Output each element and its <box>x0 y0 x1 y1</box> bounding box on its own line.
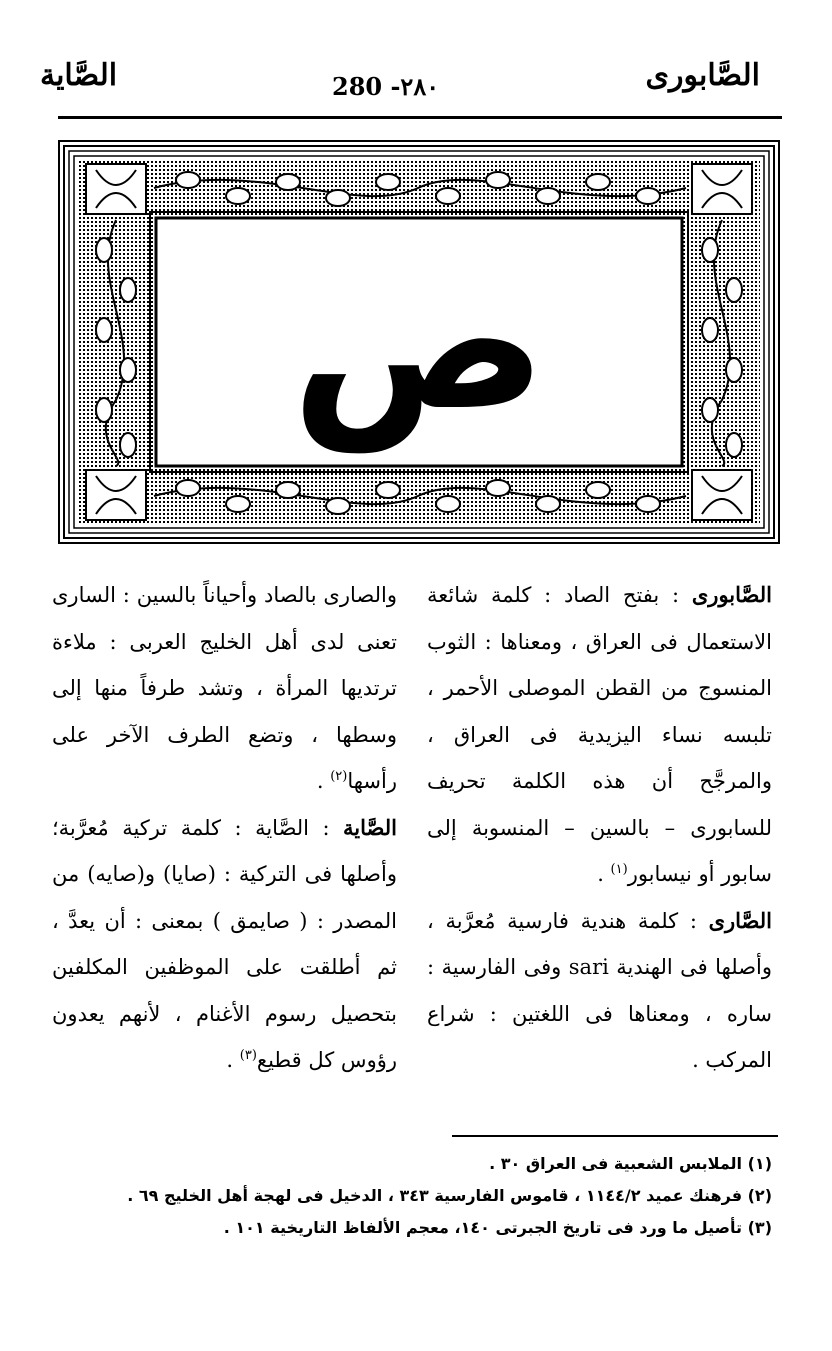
entry-text: : الصَّاية : كلمة تركية مُعرَّبة؛ وأصلها فى التركية : (صايا) و(صايه) من المصدر : ( صايمق ) بمعنى : أن يعدَّ ، ثم أطلقت على الموظفين المكلفين بتحصيل رسوم الأغنام ، لأنهم يعدون رؤوس كل قطيع <box>52 815 397 1072</box>
entry-text: : بفتح الصاد : كلمة شائعة الاستعمال فى العراق ، ومعناها : الثوب المنسوج من القطن الموصلى الأحمر ، تلبسه نساء اليزيدية فى العراق ، والمرجَّح أن هذه الكلمة تحريف للسابورى – بالسين – المنسوبة إلى سابور أو نيسابور <box>427 583 772 886</box>
entry-sabouri <box>427 572 772 898</box>
entry-saya <box>52 805 397 1084</box>
ornamental-frame <box>58 140 780 544</box>
header-rule <box>58 116 782 119</box>
entry-text: : كلمة هندية فارسية مُعرَّبة ، وأصلها فى الهندية sari وفى الفارسية : ساره ، ومعناها فى اللغتين : شراع المركب . <box>427 908 772 1072</box>
entry-term: الصَّارى <box>708 907 772 933</box>
footnote-3: (٣) تأصيل ما ورد فى تاريخ الجبرتى ١٤٠، معجم الألفاظ التاريخية ١٠١ . <box>223 1218 772 1237</box>
footnote-rule <box>452 1135 778 1137</box>
page-number: 280 -٢٨٠ <box>332 72 440 101</box>
column-left <box>52 572 397 1084</box>
entry-end: . <box>597 862 611 886</box>
page-header <box>0 0 832 120</box>
column-right <box>427 572 772 1084</box>
footnote-2: (٢) فرهنك عميد ١١٤٤/٢ ، قاموس الفارسية ٣٤٣ ، الدخيل فى لهجة أهل الخليج ٦٩ . <box>127 1186 772 1205</box>
footnote-ref: (١) <box>610 862 628 877</box>
entry-term: الصَّابورى <box>691 582 772 607</box>
footnote-1: (١) الملابس الشعبية فى العراق ٣٠ . <box>489 1154 772 1173</box>
footnotes <box>52 1148 772 1244</box>
header-right-word: الصَّابورى <box>645 58 760 93</box>
entry-end: . <box>226 1048 240 1072</box>
entry-sari <box>427 898 772 1084</box>
entry-text: والصارى بالصاد وأحياناً بالسين : السارى تعنى لدى أهل الخليج العربى : ملاءة ترتديها المرأة ، وتشد طرفاً منها إلى وسطها ، وتضع الطرف الآخر على رأسها <box>52 583 397 793</box>
footnote-ref: (٢) <box>330 769 348 784</box>
entry-sari-continued <box>52 572 397 805</box>
header-left-word: الصَّاية <box>40 58 118 93</box>
entry-end: . <box>316 769 331 793</box>
section-letter: ص <box>291 231 547 452</box>
footnote-ref: (٣) <box>239 1048 257 1063</box>
entry-term: الصَّاية <box>343 814 397 840</box>
